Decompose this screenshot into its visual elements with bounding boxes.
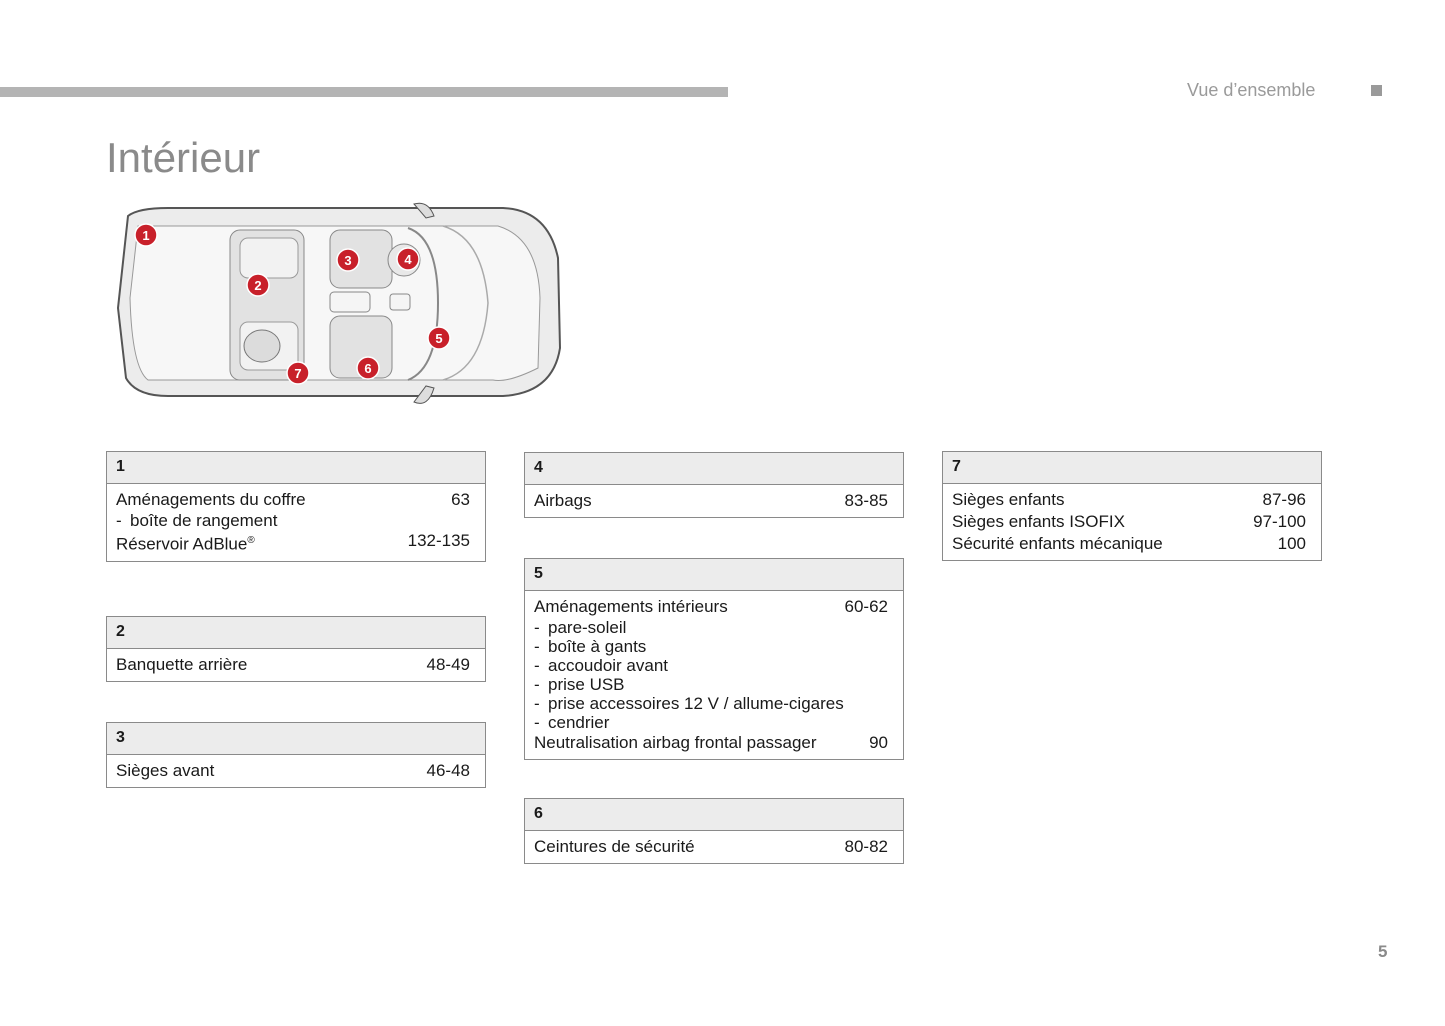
registered-mark: ® bbox=[247, 535, 255, 546]
row-pages: 132-135 bbox=[407, 531, 470, 550]
callout-1-label: 1 bbox=[142, 228, 150, 243]
reference-row bbox=[116, 654, 476, 676]
row-label: Sièges enfants bbox=[952, 490, 1065, 509]
reference-box-2 bbox=[106, 616, 486, 682]
row-pages: 90 bbox=[869, 733, 888, 752]
row-label: Réservoir AdBlue bbox=[116, 534, 248, 554]
reference-row bbox=[116, 489, 476, 511]
row-label: Ceintures de sécurité bbox=[534, 837, 695, 856]
reference-row bbox=[534, 836, 894, 858]
sub-item: - boîte de rangement bbox=[116, 511, 278, 530]
row-pages: 100 bbox=[1277, 534, 1306, 553]
reference-box-6 bbox=[524, 798, 904, 864]
sub-item-label: accoudoir avant bbox=[548, 656, 669, 675]
row-pages: 48-49 bbox=[426, 655, 470, 674]
sub-item-label: prise accessoires 12 V / allume-cigares bbox=[548, 694, 844, 713]
sub-item-label: pare-soleil bbox=[548, 618, 627, 637]
row-label: Aménagements intérieurs bbox=[534, 597, 728, 616]
reference-box-7 bbox=[942, 451, 1322, 561]
row-pages: 46-48 bbox=[426, 761, 470, 780]
box-number: 3 bbox=[107, 723, 485, 755]
row-label: Airbags bbox=[534, 491, 592, 510]
sub-item: - prise USB bbox=[534, 675, 625, 694]
reference-box-5 bbox=[524, 558, 904, 760]
sub-item: - prise accessoires 12 V / allume-cigares bbox=[534, 694, 844, 713]
sub-item: - boîte à gants bbox=[534, 637, 647, 656]
page-number: 5 bbox=[1378, 942, 1388, 961]
sub-item: - pare-soleil bbox=[534, 618, 627, 637]
row-label: Sièges enfants ISOFIX bbox=[952, 512, 1125, 531]
callout-7-label: 7 bbox=[294, 366, 302, 381]
reference-row bbox=[952, 511, 1312, 533]
sub-item-label: boîte à gants bbox=[548, 637, 647, 656]
callout-6-label: 6 bbox=[364, 361, 372, 376]
row-pages: 97-100 bbox=[1253, 512, 1306, 531]
header-rule bbox=[0, 87, 728, 97]
row-label: Aménagements du coffre bbox=[116, 490, 306, 509]
row-pages: 87-96 bbox=[1262, 490, 1306, 509]
reference-box-1 bbox=[106, 451, 486, 562]
box-number: 7 bbox=[943, 452, 1321, 484]
callout-2-label: 2 bbox=[254, 278, 262, 293]
row-pages: 60-62 bbox=[844, 597, 888, 616]
sub-item: - cendrier bbox=[534, 713, 610, 732]
row-pages: 83-85 bbox=[844, 491, 888, 510]
reference-row bbox=[952, 489, 1312, 511]
box-number: 2 bbox=[107, 617, 485, 649]
row-label: Banquette arrière bbox=[116, 655, 248, 674]
section-marker-icon bbox=[1371, 85, 1382, 96]
reference-row bbox=[116, 530, 476, 556]
row-pages: 80-82 bbox=[844, 837, 888, 856]
callout-4-label: 4 bbox=[404, 252, 412, 267]
row-label: Sièges avant bbox=[116, 761, 215, 780]
reference-box-4 bbox=[524, 452, 904, 518]
callout-5-label: 5 bbox=[435, 331, 443, 346]
page-title: Intérieur bbox=[106, 134, 261, 181]
box-number: 5 bbox=[525, 559, 903, 591]
reference-box-3 bbox=[106, 722, 486, 788]
box-number: 4 bbox=[525, 453, 903, 485]
sub-item-label: prise USB bbox=[548, 675, 625, 694]
row-label: Sécurité enfants mécanique bbox=[952, 534, 1163, 553]
reference-row bbox=[534, 596, 894, 618]
reference-row bbox=[952, 533, 1312, 555]
row-pages: 63 bbox=[451, 490, 470, 509]
section-label: Vue d’ensemble bbox=[1187, 80, 1316, 100]
box-number: 6 bbox=[525, 799, 903, 831]
row-label: Neutralisation airbag frontal passager bbox=[534, 733, 817, 752]
sub-item: - accoudoir avant bbox=[534, 656, 669, 675]
callout-3-label: 3 bbox=[344, 253, 352, 268]
reference-row bbox=[116, 760, 476, 782]
sub-item-label: cendrier bbox=[548, 713, 610, 732]
reference-row bbox=[534, 490, 894, 512]
car-interior-illustration bbox=[108, 198, 568, 410]
reference-row bbox=[534, 732, 894, 754]
sub-item-label: boîte de rangement bbox=[130, 511, 278, 530]
box-number: 1 bbox=[107, 452, 485, 484]
